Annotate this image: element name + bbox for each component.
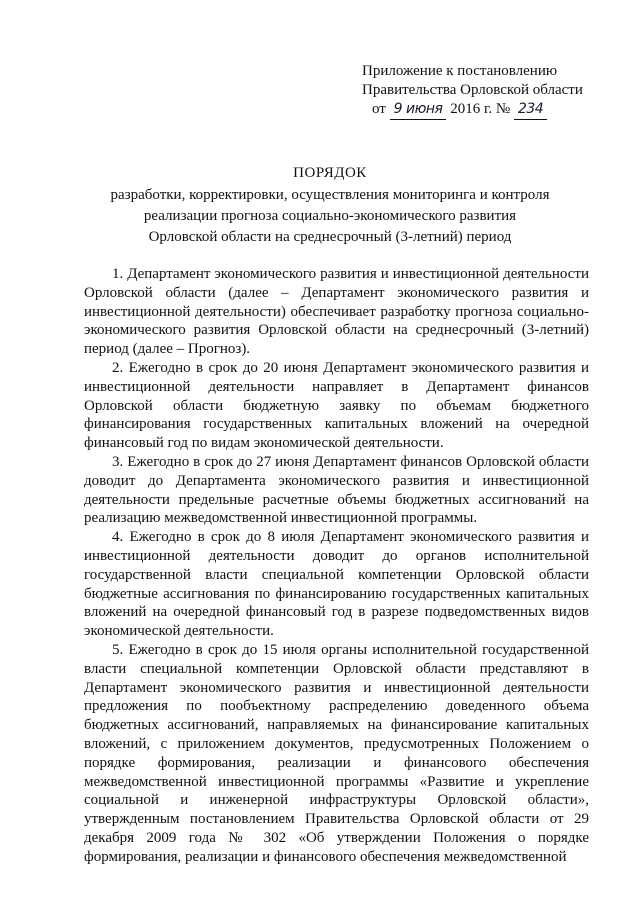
appendix-line-2: Правительства Орловской области (362, 82, 583, 98)
document-subtitle-line-1: разработки, корректировки, осуществления мониторинга и контроля (110, 187, 550, 203)
appendix-header (362, 62, 622, 120)
document-title-block (60, 163, 600, 248)
date-year-number-label: 2016 г. № (450, 101, 511, 117)
appendix-line-1: Приложение к постановлению (362, 63, 558, 79)
handwritten-date (390, 100, 447, 120)
handwritten-month: июня (405, 101, 443, 117)
paragraph-3: 3. Ежегодно в срок до 27 июня Департамент финансов Орловской области доводит до Департамента экономического развития и инвестиционной деятельности предельные расчетные объемы бюджетных ассигнований на реализацию межведомственной инвестиционной программы. (84, 453, 589, 527)
handwritten-number: 234 (514, 100, 547, 120)
document-subtitle-line-3: Орловской области на среднесрочный (3-летний) период (148, 229, 512, 245)
paragraph-1: 1. Департамент экономического развития и инвестиционной деятельности Орловской области (далее – Департамент экономического развития и инвестиционной деятельности) обеспечивает разработку прогноза социально-экономического развития Орловской области на среднесрочный (3-летний) период (далее – Прогноз). (84, 266, 589, 358)
document-subtitle-line-2: реализации прогноза социально-экономического развития (143, 208, 517, 224)
document-body (84, 265, 589, 867)
paragraph-2: 2. Ежегодно в срок до 20 июня Департамент экономического развития и инвестиционной деятельности направляет в Департамент финансов Орловской области бюджетную заявку по объемам бюджетного финансирования государственных капитальных вложений на очередной финансовый год по видам экономической деятельности. (84, 359, 589, 452)
document-title: ПОРЯДОК (293, 165, 367, 181)
date-prefix: от (372, 101, 386, 117)
paragraph-5: 5. Ежегодно в срок до 15 июля органы исполнительной государственной власти специальной компетенции Орловской области представляют в Департамент экономического развития и инвестиционной деятельности предложения по пообъектному распределению доведенного объема бюджетных ассигнований, направляемых на финансирование капитальных вложений, с приложением документов, предусмотренных Положением о порядке формирования, реализации и финансового обеспечения межведомственной инвестиционной программы «Развитие и укрепление социальной и инженерной инфраструктуры Орловской области», утвержденным постановлением Правительства Орловской области от 29 декабря 2009 года № 302 «Об утверждении Положения о порядке формирования, реализации и финансового обеспечения межведомственной (84, 641, 589, 865)
paragraph-4: 4. Ежегодно в срок до 8 июля Департамент экономического развития и инвестиционной деятельности доводит до органов исполнительной государственной власти специальной компетенции Орловской области бюджетные ассигнования по финансированию государственных капитальных вложений на очередной финансовый год в разрезе подведомственных видов экономической деятельности. (84, 529, 589, 640)
appendix-date-line (362, 100, 622, 120)
handwritten-day: 9 (393, 101, 403, 117)
